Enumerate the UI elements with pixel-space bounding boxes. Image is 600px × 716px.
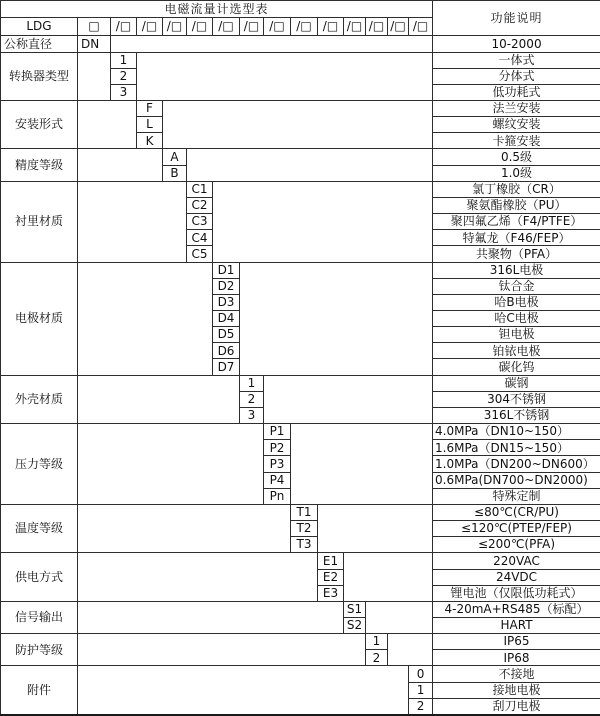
option-code: D4 bbox=[213, 311, 240, 327]
option-code: E1 bbox=[318, 553, 344, 569]
option-code: 3 bbox=[240, 407, 264, 423]
option-description: ≤120℃(PTEP/FEP) bbox=[433, 521, 600, 537]
empty-region-left bbox=[78, 181, 187, 262]
table-row bbox=[1, 424, 600, 440]
option-description: 低功耗式 bbox=[433, 84, 600, 100]
option-description: 卡箍安装 bbox=[433, 133, 600, 149]
model-prefix: LDG bbox=[1, 18, 78, 36]
table-row bbox=[1, 553, 600, 569]
empty-region-right bbox=[318, 504, 433, 552]
model-slot-placeholder: /□ bbox=[264, 18, 291, 36]
option-description: 钽电极 bbox=[433, 327, 600, 343]
option-code: K bbox=[137, 133, 163, 149]
option-code: A bbox=[163, 149, 187, 165]
option-description: 碳钢 bbox=[433, 375, 600, 391]
option-description: 220VAC bbox=[433, 553, 600, 569]
table-row bbox=[1, 634, 600, 650]
model-slot-placeholder: /□ bbox=[344, 18, 366, 36]
option-code: P3 bbox=[264, 456, 291, 472]
option-description: 1.6MPa（DN15~150） bbox=[433, 440, 600, 456]
empty-region-left bbox=[78, 553, 318, 601]
option-description: 4-20mA+RS485（标配） bbox=[433, 601, 600, 617]
empty-region-left bbox=[78, 424, 264, 505]
option-code: E3 bbox=[318, 585, 344, 601]
option-code: C4 bbox=[187, 230, 213, 246]
table-row bbox=[1, 504, 600, 520]
empty-region-right bbox=[240, 262, 433, 375]
category-label: 电极材质 bbox=[1, 262, 78, 375]
option-code: T3 bbox=[291, 537, 318, 553]
table-row bbox=[1, 375, 600, 391]
table-row bbox=[1, 262, 600, 278]
option-code: D3 bbox=[213, 294, 240, 310]
option-code: P1 bbox=[264, 424, 291, 440]
category-label: 压力等级 bbox=[1, 424, 78, 505]
empty-region-right bbox=[137, 52, 433, 100]
model-slot-placeholder: /□ bbox=[111, 18, 137, 36]
table-row bbox=[1, 601, 600, 617]
empty-region-left bbox=[78, 100, 137, 148]
option-code: C3 bbox=[187, 214, 213, 230]
option-description: 哈C电极 bbox=[433, 311, 600, 327]
model-slot-placeholder: /□ bbox=[409, 18, 433, 36]
category-label: 安装形式 bbox=[1, 100, 78, 148]
option-code: C5 bbox=[187, 246, 213, 262]
option-description: 304不锈钢 bbox=[433, 391, 600, 407]
option-code: B bbox=[163, 165, 187, 181]
option-description: 螺纹安装 bbox=[433, 117, 600, 133]
option-code: E2 bbox=[318, 569, 344, 585]
model-slot-placeholder: /□ bbox=[163, 18, 187, 36]
option-description: 刮刀电极 bbox=[433, 698, 600, 715]
category-label: 温度等级 bbox=[1, 504, 78, 552]
option-code: DN bbox=[78, 36, 111, 52]
table-row bbox=[1, 52, 600, 68]
option-code: S1 bbox=[344, 601, 366, 617]
option-code: 2 bbox=[240, 391, 264, 407]
category-label: 精度等级 bbox=[1, 149, 78, 181]
option-description: 316L电极 bbox=[433, 262, 600, 278]
option-description: 0.5级 bbox=[433, 149, 600, 165]
empty-region-right bbox=[291, 424, 433, 505]
option-description: 4.0MPa（DN10~150） bbox=[433, 424, 600, 440]
option-code: S2 bbox=[344, 617, 366, 633]
option-description: 聚四氟乙烯（F4/PTFE） bbox=[433, 214, 600, 230]
option-code: 3 bbox=[111, 84, 137, 100]
option-description: 共聚物（PFA） bbox=[433, 246, 600, 262]
option-description: HART bbox=[433, 617, 600, 633]
option-description: 分体式 bbox=[433, 68, 600, 84]
empty-region-right bbox=[163, 100, 433, 148]
model-slot-placeholder: /□ bbox=[366, 18, 388, 36]
category-label: 供电方式 bbox=[1, 553, 78, 601]
option-code: 1 bbox=[409, 682, 433, 698]
option-description: 316L不锈钢 bbox=[433, 407, 600, 423]
empty-region-right bbox=[344, 553, 433, 601]
empty-region-left bbox=[78, 666, 409, 715]
empty-region-right bbox=[213, 181, 433, 262]
model-slot-placeholder: /□ bbox=[388, 18, 409, 36]
table-row bbox=[1, 181, 600, 197]
option-code: 2 bbox=[409, 698, 433, 715]
option-code: 1 bbox=[111, 52, 137, 68]
model-slot-placeholder: /□ bbox=[213, 18, 240, 36]
table-row bbox=[1, 36, 600, 52]
option-code: L bbox=[137, 117, 163, 133]
empty-region-right bbox=[388, 634, 433, 666]
option-code: 2 bbox=[111, 68, 137, 84]
option-description: 聚氨酯橡胶（PU） bbox=[433, 197, 600, 213]
model-slot-placeholder: /□ bbox=[137, 18, 163, 36]
option-code: D7 bbox=[213, 359, 240, 375]
option-code: 1 bbox=[240, 375, 264, 391]
option-description: 特殊定制 bbox=[433, 488, 600, 504]
category-label: 防护等级 bbox=[1, 634, 78, 666]
category-label: 公称直径 bbox=[1, 36, 78, 52]
option-description: 钛合金 bbox=[433, 278, 600, 294]
page-title: 电磁流量计选型表 bbox=[1, 1, 433, 18]
empty-region-left bbox=[78, 504, 291, 552]
option-code: D2 bbox=[213, 278, 240, 294]
option-description: 1.0MPa（DN200~DN600） bbox=[433, 456, 600, 472]
option-code: 0 bbox=[409, 666, 433, 682]
option-code: P4 bbox=[264, 472, 291, 488]
empty-region-right bbox=[111, 36, 433, 52]
model-box-placeholder: □ bbox=[78, 18, 111, 36]
empty-region-right bbox=[187, 149, 433, 181]
table-row bbox=[1, 100, 600, 116]
option-code: 2 bbox=[366, 650, 388, 666]
option-description: ≤200℃(PFA) bbox=[433, 537, 600, 553]
desc-column-header: 功能说明 bbox=[433, 1, 600, 36]
option-code: T1 bbox=[291, 504, 318, 520]
category-label: 衬里材质 bbox=[1, 181, 78, 262]
empty-region-left bbox=[78, 601, 344, 633]
category-label: 附件 bbox=[1, 666, 78, 715]
option-code: C2 bbox=[187, 197, 213, 213]
model-slot-placeholder: /□ bbox=[291, 18, 318, 36]
table-row bbox=[1, 149, 600, 165]
option-description: 氯丁橡胶（CR） bbox=[433, 181, 600, 197]
model-slot-placeholder: /□ bbox=[240, 18, 264, 36]
category-label: 信号输出 bbox=[1, 601, 78, 633]
option-code: C1 bbox=[187, 181, 213, 197]
option-description: 铂铱电极 bbox=[433, 343, 600, 359]
option-description: IP68 bbox=[433, 650, 600, 666]
option-description: 1.0级 bbox=[433, 165, 600, 181]
model-slot-placeholder: /□ bbox=[318, 18, 344, 36]
empty-region-right bbox=[264, 375, 433, 423]
option-description: 碳化钨 bbox=[433, 359, 600, 375]
category-label: 外壳材质 bbox=[1, 375, 78, 423]
option-code: D5 bbox=[213, 327, 240, 343]
category-label: 转换器类型 bbox=[1, 52, 78, 100]
title-row bbox=[1, 1, 600, 18]
option-description: 24VDC bbox=[433, 569, 600, 585]
empty-region-left bbox=[78, 375, 240, 423]
option-code: 1 bbox=[366, 634, 388, 650]
option-description: 法兰安装 bbox=[433, 100, 600, 116]
option-description: 哈B电极 bbox=[433, 294, 600, 310]
empty-region-right bbox=[366, 601, 433, 633]
option-code: D1 bbox=[213, 262, 240, 278]
empty-region-left bbox=[78, 634, 366, 666]
option-code: D6 bbox=[213, 343, 240, 359]
empty-region-left bbox=[78, 52, 111, 100]
option-code: T2 bbox=[291, 521, 318, 537]
model-slot-placeholder: /□ bbox=[187, 18, 213, 36]
option-description: 接地电极 bbox=[433, 682, 600, 698]
option-description: 10-2000 bbox=[433, 36, 600, 52]
option-description: 0.6MPa(DN700~DN2000) bbox=[433, 472, 600, 488]
option-code: F bbox=[137, 100, 163, 116]
option-code: Pn bbox=[264, 488, 291, 504]
table-row bbox=[1, 666, 600, 682]
selection-table-body bbox=[1, 1, 600, 716]
option-description: 特氟龙（F46/FEP） bbox=[433, 230, 600, 246]
empty-region-left bbox=[78, 149, 163, 181]
option-code: P2 bbox=[264, 440, 291, 456]
option-description: ≤80℃(CR/PU) bbox=[433, 504, 600, 520]
option-description: 锂电池（仅限低功耗式） bbox=[433, 585, 600, 601]
option-description: IP65 bbox=[433, 634, 600, 650]
option-description: 不接地 bbox=[433, 666, 600, 682]
empty-region-left bbox=[78, 262, 213, 375]
option-description: 一体式 bbox=[433, 52, 600, 68]
